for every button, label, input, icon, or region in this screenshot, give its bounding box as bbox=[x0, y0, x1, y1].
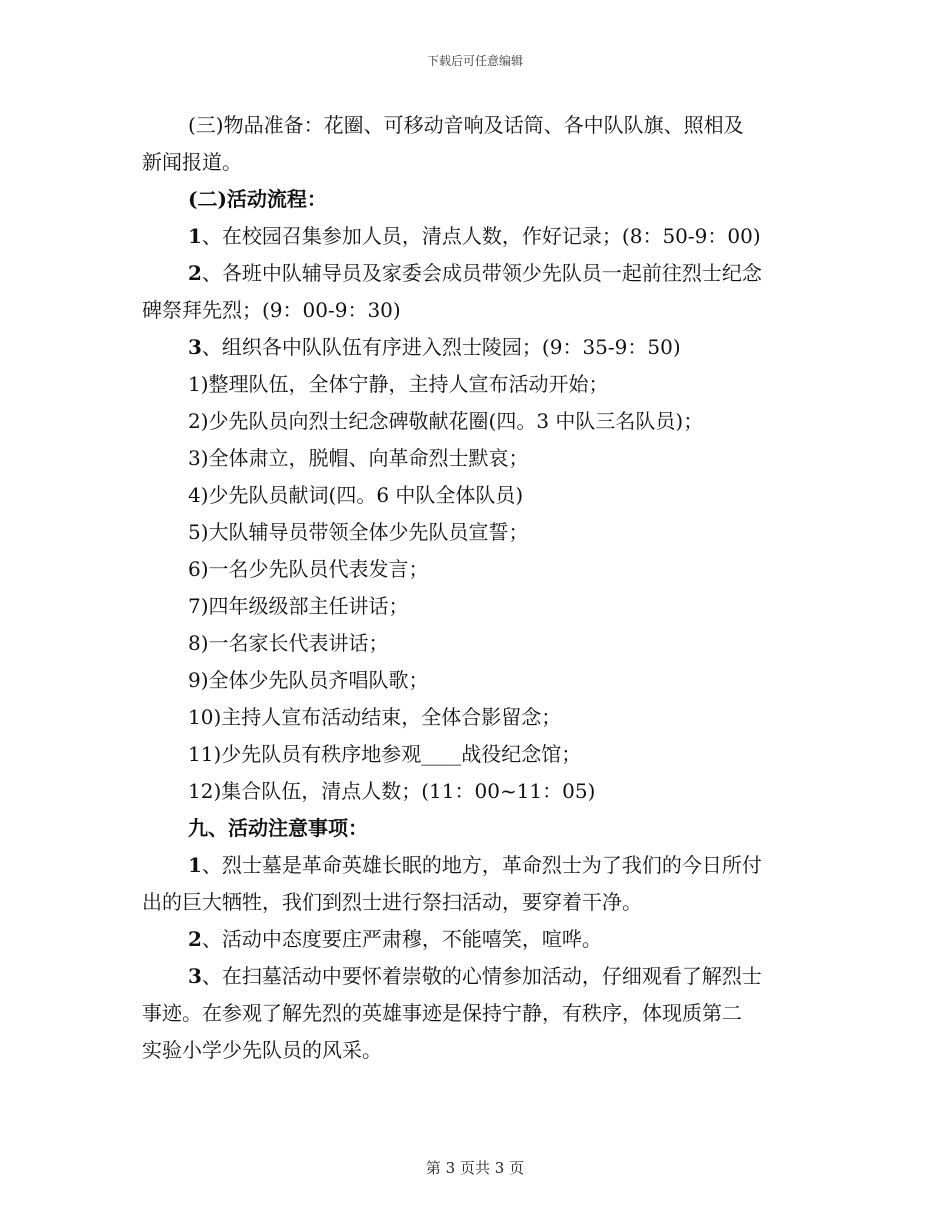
line-text: 12)集合队伍，清点人数；(11：00~11：05) bbox=[188, 779, 596, 803]
line-text: 2)少先队员向烈士纪念碑敬献花圈(四。3 中队三名队员)； bbox=[188, 409, 704, 433]
line-text: 新闻报道。 bbox=[142, 150, 242, 174]
list-number: 1 bbox=[188, 224, 202, 248]
line-text: 7)四年级级部主任讲话； bbox=[188, 594, 409, 618]
paragraph-line bbox=[142, 773, 812, 810]
line-text: 、在校园召集参加人员，清点人数，作好记录；(8：50-9：00) bbox=[201, 224, 761, 248]
paragraph-line bbox=[142, 366, 812, 403]
list-number: 1 bbox=[188, 853, 202, 877]
paragraph-line bbox=[142, 551, 812, 588]
paragraph-line bbox=[142, 1032, 812, 1069]
paragraph-line bbox=[142, 958, 812, 995]
paragraph-line bbox=[142, 107, 812, 144]
paragraph-line bbox=[142, 440, 812, 477]
paragraph-line bbox=[142, 403, 812, 440]
paragraph-line bbox=[142, 329, 812, 366]
paragraph-line bbox=[142, 662, 812, 699]
document-body bbox=[142, 107, 812, 1069]
paragraph-line bbox=[142, 995, 812, 1032]
paragraph-line bbox=[142, 921, 812, 958]
page-header: 下载后可任意编辑 bbox=[426, 54, 523, 68]
paragraph-line bbox=[142, 588, 812, 625]
paragraph-line bbox=[142, 292, 812, 329]
page-footer: 第 3 页共 3 页 bbox=[425, 1159, 525, 1177]
list-number: 3 bbox=[188, 335, 202, 359]
line-text: 九、活动注意事项： bbox=[188, 816, 368, 840]
line-text: 10)主持人宣布活动结束，全体合影留念； bbox=[188, 705, 562, 729]
list-number: 3 bbox=[188, 964, 202, 988]
line-text: 、活动中态度要庄严肃穆，不能嘻笑，喧哗。 bbox=[201, 927, 602, 951]
line-text: 5)大队辅导员带领全体少先队员宣誓； bbox=[188, 520, 529, 544]
paragraph-line bbox=[142, 884, 812, 921]
list-number: 2 bbox=[188, 927, 202, 951]
line-text: 1)整理队伍，全体宁静，主持人宣布活动开始； bbox=[188, 372, 609, 396]
line-text: 、在扫墓活动中要怀着崇敬的心情参加活动，仔细观看了解烈士 bbox=[201, 964, 762, 988]
line-text: 碑祭拜先烈；(9：00-9：30) bbox=[142, 298, 401, 322]
line-text: 实验小学少先队员的风采。 bbox=[142, 1038, 382, 1062]
line-text: 9)全体少先队员齐唱队歌； bbox=[188, 668, 429, 692]
line-text: 出的巨大牺牲，我们到烈士进行祭扫活动，要穿着干净。 bbox=[142, 890, 642, 914]
paragraph-line bbox=[142, 625, 812, 662]
line-text: 8)一名家长代表讲话； bbox=[188, 631, 389, 655]
paragraph-line bbox=[142, 255, 812, 292]
paragraph-line bbox=[142, 514, 812, 551]
paragraph-line bbox=[142, 181, 812, 218]
line-text: (二)活动流程： bbox=[188, 187, 327, 211]
paragraph-line bbox=[142, 144, 812, 181]
paragraph-line bbox=[142, 810, 812, 847]
line-text: 6)一名少先队员代表发言； bbox=[188, 557, 429, 581]
line-text: 4)少先队员献词(四。6 中队全体队员) bbox=[188, 483, 524, 507]
line-text: (三)物品准备：花圈、可移动音响及话筒、各中队队旗、照相及 bbox=[188, 113, 744, 137]
paragraph-line bbox=[142, 736, 812, 773]
paragraph-line bbox=[142, 218, 812, 255]
line-text: 3)全体肃立，脱帽、向革命烈士默哀； bbox=[188, 446, 529, 470]
line-text: 、各班中队辅导员及家委会成员带领少先队员一起前往烈士纪念 bbox=[201, 261, 762, 285]
line-text: 、烈士墓是革命英雄长眠的地方，革命烈士为了我们的今日所付 bbox=[201, 853, 762, 877]
line-text: 11)少先队员有秩序地参观____战役纪念馆； bbox=[188, 742, 582, 766]
paragraph-line bbox=[142, 477, 812, 514]
paragraph-line bbox=[142, 847, 812, 884]
line-text: 、组织各中队队伍有序进入烈士陵园；(9：35-9：50) bbox=[201, 335, 681, 359]
line-text: 事迹。在参观了解先烈的英雄事迹是保持宁静，有秩序，体现质第二 bbox=[142, 1001, 742, 1025]
list-number: 2 bbox=[188, 261, 202, 285]
paragraph-line bbox=[142, 699, 812, 736]
